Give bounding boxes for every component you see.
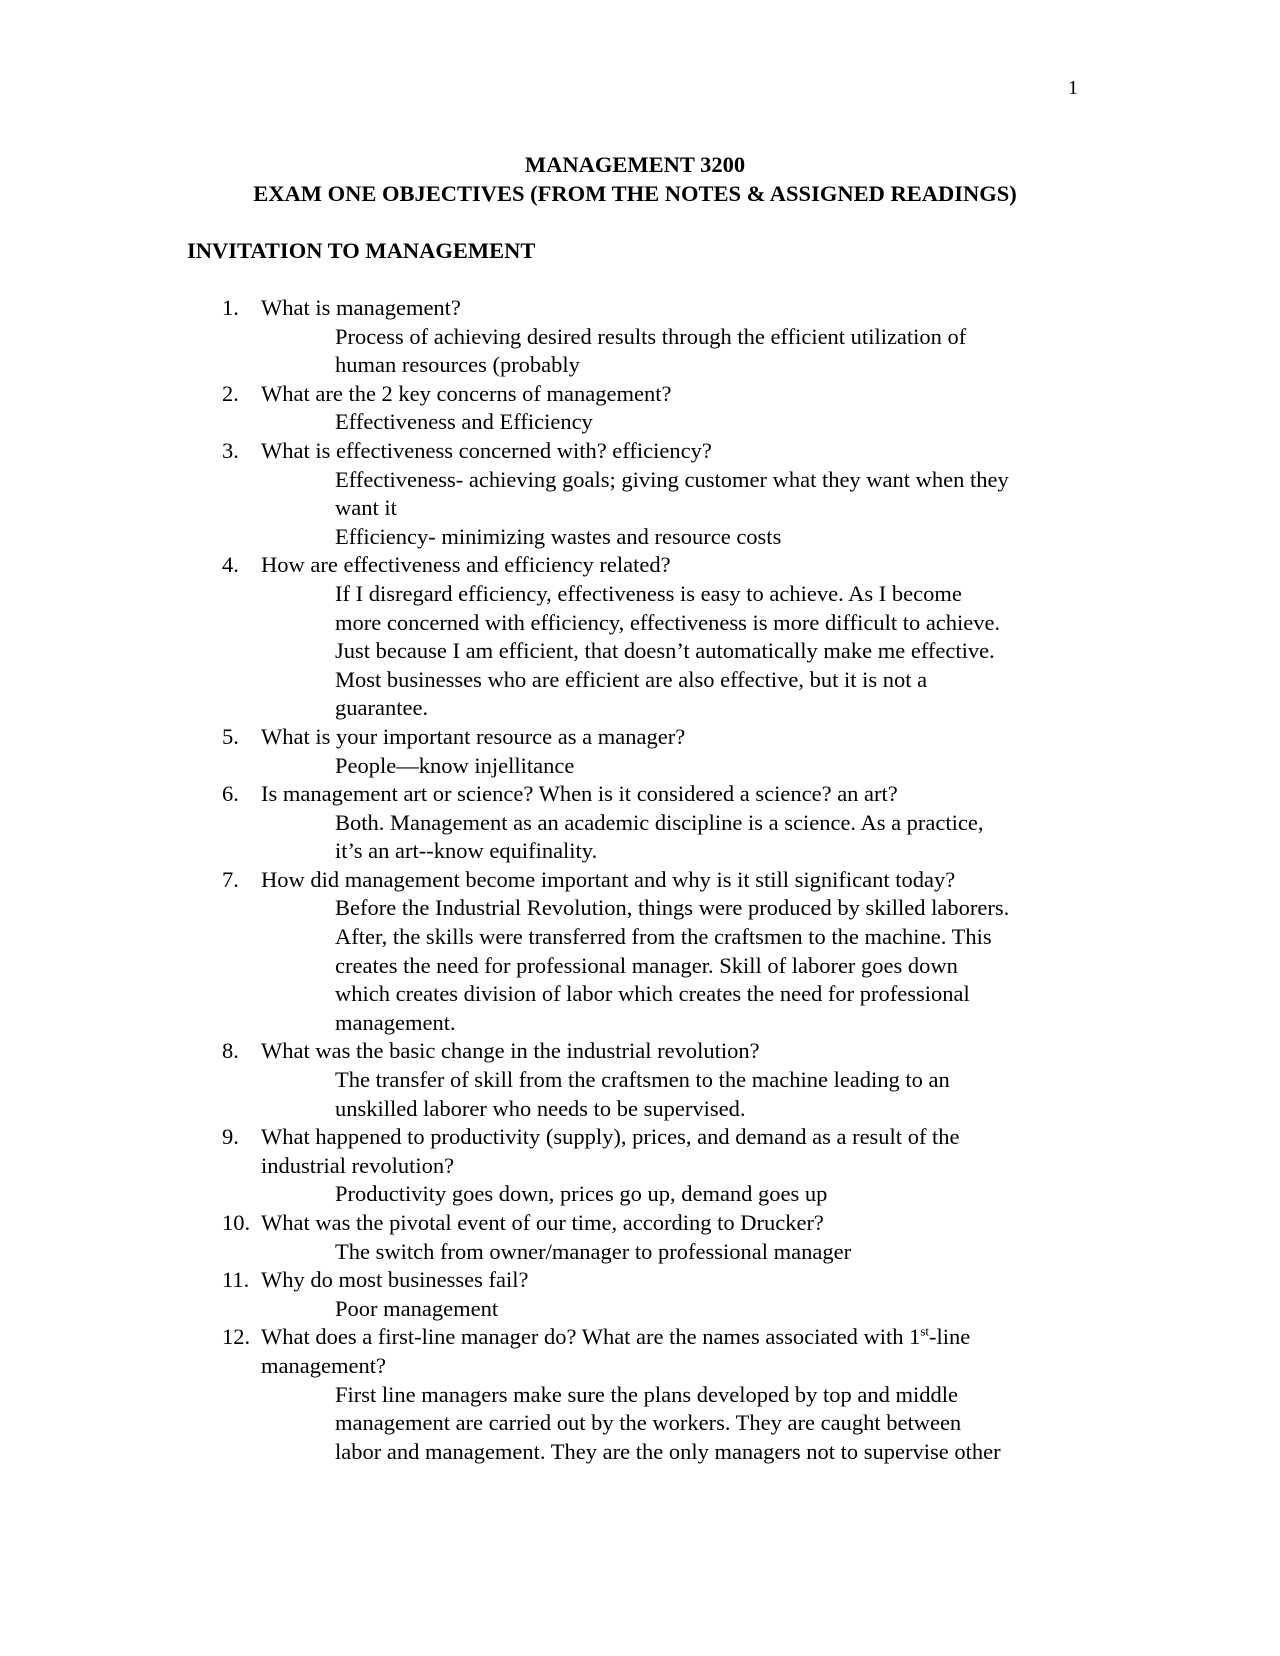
question-text: What does a first-line manager do? What are the names associated with 1 xyxy=(261,1324,921,1350)
list-item xyxy=(0,437,1280,551)
question-line xyxy=(0,551,1091,580)
item-number: 5. xyxy=(222,723,239,749)
item-number: 10. xyxy=(222,1210,251,1235)
list-item xyxy=(0,723,1280,780)
question-text: What was the basic change in the industrial revolution? xyxy=(261,1038,760,1064)
list-item xyxy=(0,551,1280,723)
answer-line: labor and management. They are the only managers not to supervise other xyxy=(335,1438,1001,1464)
question-line xyxy=(0,1037,1091,1066)
answer-line: which creates division of labor which creates the need for professional xyxy=(335,981,970,1007)
item-number: 4. xyxy=(222,552,239,578)
question-text: What are the 2 key concerns of management? xyxy=(261,380,672,406)
question-line xyxy=(0,380,1091,409)
course-title: MANAGEMENT 3200 xyxy=(524,152,746,177)
answer-line: Just because I am efficient, that doesn’t automatically make me effective. xyxy=(335,638,995,664)
answer-line: If I disregard efficiency, effectiveness is easy to achieve. As I become xyxy=(335,580,962,606)
answer-line: Poor management xyxy=(335,1295,499,1321)
answer-line: it’s an art--know equifinality. xyxy=(335,838,598,864)
item-number: 9. xyxy=(222,1124,239,1150)
answer-line: The transfer of skill from the craftsmen to the machine leading to an xyxy=(335,1067,950,1093)
question-text: What is your important resource as a manager? xyxy=(261,723,686,749)
answer-line: guarantee. xyxy=(335,695,429,721)
page-number: 1 xyxy=(1068,77,1078,99)
question-text: What happened to productivity (supply), prices, and demand as a result of the xyxy=(261,1124,960,1150)
list-item xyxy=(0,866,1280,1038)
question-text: Is management art or science? When is it considered a science? an art? xyxy=(261,781,898,807)
question-line xyxy=(0,1123,1091,1152)
item-number: 12. xyxy=(222,1324,251,1350)
objectives-list xyxy=(0,294,1280,1466)
question-line xyxy=(0,1209,1091,1238)
question-line xyxy=(0,1152,1091,1181)
list-item xyxy=(0,1266,1280,1323)
answer-line: Both. Management as an academic discipline is a science. As a practice, xyxy=(335,809,984,835)
question-text: How are effectiveness and efficiency related? xyxy=(261,552,671,578)
question-text: -line xyxy=(929,1324,971,1350)
question-line xyxy=(0,437,1091,466)
question-line xyxy=(0,294,1091,323)
answer-line: After, the skills were transferred from the craftsmen to the machine. This xyxy=(335,924,992,950)
question-text: Why do most businesses fail? xyxy=(261,1267,529,1293)
question-line xyxy=(0,866,1091,895)
list-item xyxy=(0,1323,1280,1466)
question-line xyxy=(0,1323,1091,1352)
answer-line: unskilled laborer who needs to be supervised. xyxy=(335,1095,746,1121)
list-item xyxy=(0,1123,1280,1209)
section-heading: INVITATION TO MANAGEMENT xyxy=(187,238,536,263)
answer-line: The switch from owner/manager to professional manager xyxy=(335,1238,852,1264)
answer-line: human resources (probably xyxy=(335,352,580,378)
question-text: What was the pivotal event of our time, according to Drucker? xyxy=(261,1210,824,1235)
item-number: 2. xyxy=(222,380,239,406)
question-text: What is effectiveness concerned with? efficiency? xyxy=(261,437,712,463)
list-item xyxy=(0,380,1280,437)
question-text: industrial revolution? xyxy=(261,1152,455,1178)
answer-line: First line managers make sure the plans developed by top and middle xyxy=(335,1381,958,1407)
answer-line: more concerned with efficiency, effectiveness is more difficult to achieve. xyxy=(335,609,1001,635)
item-number: 3. xyxy=(222,437,239,463)
question-line xyxy=(0,723,1091,752)
answer-line: want it xyxy=(335,495,397,521)
item-number: 1. xyxy=(222,295,239,320)
answer-line: management are carried out by the workers. They are caught between xyxy=(335,1410,962,1436)
ordinal-superscript: st xyxy=(920,1323,930,1339)
item-number: 7. xyxy=(222,866,239,892)
answer-line: Productivity goes down, prices go up, demand goes up xyxy=(335,1181,828,1207)
item-number: 8. xyxy=(222,1038,239,1064)
answer-line: Efficiency- minimizing wastes and resource costs xyxy=(335,523,782,549)
item-number: 6. xyxy=(222,781,239,807)
question-line xyxy=(0,780,1091,809)
list-item xyxy=(0,1037,1280,1123)
list-item xyxy=(0,780,1280,866)
item-number: 11. xyxy=(222,1267,250,1293)
answer-line: Effectiveness- achieving goals; giving customer what they want when they xyxy=(335,466,1009,492)
question-line xyxy=(0,1266,1091,1295)
list-item xyxy=(0,1209,1280,1266)
answer-line: Before the Industrial Revolution, things were produced by skilled laborers. xyxy=(335,895,1010,921)
answer-line: Most businesses who are efficient are also effective, but it is not a xyxy=(335,666,928,692)
question-text: What is management? xyxy=(261,295,461,320)
list-item xyxy=(0,294,1280,380)
exam-objectives-title: EXAM ONE OBJECTIVES (FROM THE NOTES & ASSIGNED READINGS) xyxy=(253,180,1017,206)
answer-line: People—know injellitance xyxy=(335,752,575,778)
answer-line: management. xyxy=(335,1009,456,1035)
answer-line: Process of achieving desired results through the efficient utilization of xyxy=(335,323,967,349)
question-text: How did management become important and why is it still significant today? xyxy=(261,866,956,892)
answer-line: Effectiveness and Efficiency xyxy=(335,409,593,435)
question-text: management? xyxy=(261,1352,386,1378)
question-line xyxy=(0,1352,1091,1381)
answer-line: creates the need for professional manager. Skill of laborer goes down xyxy=(335,952,958,978)
document-title xyxy=(0,151,1270,208)
